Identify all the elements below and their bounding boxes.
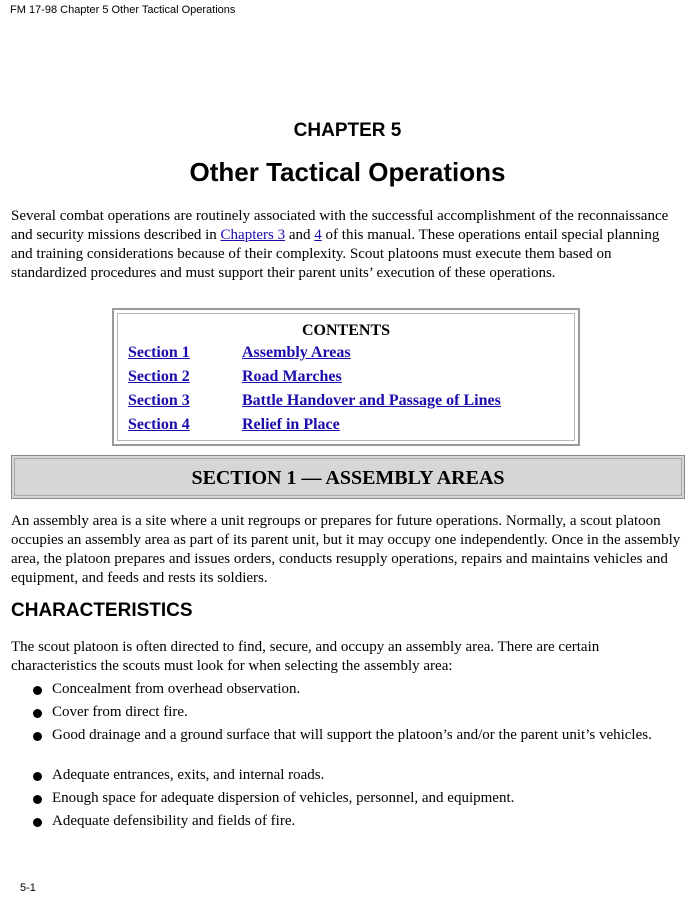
intro-paragraph	[11, 207, 683, 283]
chapter-3-link[interactable]: Chapters 3	[220, 227, 286, 243]
chapter-title: Other Tactical Operations	[189, 157, 506, 187]
toc-road-marches-link[interactable]: Road Marches	[242, 368, 342, 385]
section-1-banner	[11, 455, 685, 499]
toc-battle-handover-link[interactable]: Battle Handover and Passage of Lines	[242, 392, 501, 409]
toc-section-2-link[interactable]: Section 2	[128, 368, 190, 385]
list-item-text: Concealment from overhead observation.	[52, 681, 301, 697]
contents-box	[112, 308, 580, 446]
list-item-text: Adequate defensibility and fields of fire.	[52, 813, 296, 829]
bullet-icon	[33, 818, 42, 827]
bullet-icon	[33, 732, 42, 741]
section-banner-inner-border	[14, 458, 682, 496]
bullet-icon	[33, 772, 42, 781]
intro-text-2: and	[285, 227, 315, 243]
chapter-number: CHAPTER 5	[293, 120, 402, 141]
toc-section-4-link[interactable]: Section 4	[128, 416, 190, 433]
list-item-text: Cover from direct fire.	[52, 704, 188, 720]
intro-text-3: of this manual. These operations entail special planning and training considerations because of their complexity. Scout platoons must execute them based on standardized procedures and must support their parent units’ execution of these operations.	[11, 227, 660, 281]
list-item-text: Good drainage and a ground surface that will support the platoon’s and/or the parent unit’s vehicles.	[52, 727, 652, 743]
page-number: 5-1	[20, 882, 36, 894]
bullet-icon	[33, 795, 42, 804]
intro-text-1: Several combat operations are routinely associated with the successful accomplishment of the reconnaissance and security missions described in	[11, 208, 669, 243]
toc-assembly-areas-link[interactable]: Assembly Areas	[242, 344, 351, 361]
characteristics-paragraph: The scout platoon is often directed to find, secure, and occupy an assembly area. There are certain characteristics the scouts must look for when selecting the assembly area:	[11, 639, 600, 674]
toc-relief-in-place-link[interactable]: Relief in Place	[242, 416, 340, 433]
list-item-text: Adequate entrances, exits, and internal roads.	[52, 767, 325, 783]
contents-title: CONTENTS	[301, 322, 391, 339]
bullet-icon	[33, 709, 42, 718]
bullet-icon	[33, 686, 42, 695]
running-header: FM 17-98 Chapter 5 Other Tactical Operations	[10, 4, 236, 16]
assembly-area-paragraph: An assembly area is a site where a unit regroups or prepares for future operations. Normally, a scout platoon occupies an assembly area as part of its parent unit, but it may occupy one independently. Once in the assembly area, the platoon prepares and issues orders, conducts resupply operations, repairs and maintains vehicles and equipment, and feeds and rests its soldiers.	[11, 513, 681, 586]
characteristics-heading: CHARACTERISTICS	[11, 600, 193, 621]
toc-section-1-link[interactable]: Section 1	[128, 344, 190, 361]
toc-section-3-link[interactable]: Section 3	[128, 392, 190, 409]
list-item-text: Enough space for adequate dispersion of vehicles, personnel, and equipment.	[52, 790, 515, 806]
section-1-title: SECTION 1 — ASSEMBLY AREAS	[191, 467, 505, 489]
chapter-4-link[interactable]: 4	[314, 227, 322, 243]
contents-inner-border	[117, 313, 575, 441]
